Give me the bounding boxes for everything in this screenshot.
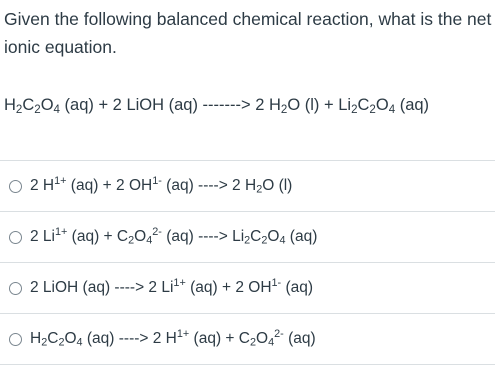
subscript: 2 — [249, 336, 257, 349]
subscript: 2 — [280, 103, 288, 116]
subscript: 2 — [15, 103, 23, 116]
superscript: 2- — [274, 328, 284, 341]
superscript: 1+ — [176, 328, 190, 341]
answer-option-3[interactable] — [0, 262, 495, 313]
radio-button-icon[interactable] — [9, 333, 22, 346]
balanced-reaction: $H_2C_2O_4$ (aq) + 2 LiOH (aq) -------> 2 $H_2O$ $(l) + Li_2C_2O_4$ (aq) — [4, 96, 430, 116]
radio-button-icon[interactable] — [9, 282, 22, 295]
radio-button-icon[interactable] — [9, 231, 22, 244]
answer-option-1[interactable] — [0, 160, 495, 211]
subscript: 2 — [58, 336, 65, 349]
answer-option-text: 2 $Li^{1+}$ $(aq) + C_2O_4^{2-}$ (aq) ----> $Li_2C_2O_4$ (aq) — [30, 226, 318, 247]
subscript: 4 — [53, 103, 60, 116]
subscript: 2 — [351, 103, 358, 116]
subscript: 4 — [146, 234, 153, 247]
superscript: 1- — [152, 175, 162, 188]
superscript: 1+ — [173, 277, 186, 290]
subscript: 2 — [34, 103, 41, 116]
answer-option-2[interactable] — [0, 211, 495, 262]
answer-option-text: 2 LiOH (aq) ----> 2 $Li^{1+}$ (aq) + 2 $OH^{1-}$ (aq) — [30, 277, 314, 296]
answer-option-text: 2 $H^{1+}$ (aq) + 2 $OH^{1-}$ (aq) ----> 2 $H_2O$ (l) — [30, 175, 293, 196]
question-text: Given the following balanced chemical reaction, what is the net ionic equation. — [4, 9, 492, 57]
subscript: 4 — [279, 234, 286, 247]
answer-options — [0, 160, 495, 365]
subscript: 2 — [256, 183, 263, 196]
subscript: 2 — [128, 234, 135, 247]
radio-button-icon[interactable] — [9, 180, 22, 193]
subscript: 4 — [388, 103, 396, 116]
subscript: 2 — [41, 336, 48, 349]
superscript: 1+ — [55, 226, 68, 239]
subscript: 2 — [261, 234, 268, 247]
superscript: 1+ — [54, 175, 67, 188]
subscript: 4 — [268, 336, 275, 349]
subscript: 4 — [76, 336, 83, 349]
answer-option-4[interactable] — [0, 313, 495, 365]
answer-option-text: $H_2C_2O_4$ (aq) ----> 2 $H^{1+}$ $(aq) + C_2O_4^{2-}$ (aq) — [30, 328, 316, 349]
subscript: 2 — [244, 234, 251, 247]
superscript: 1- — [271, 277, 282, 290]
superscript: 2- — [152, 226, 162, 239]
subscript: 2 — [369, 103, 376, 116]
